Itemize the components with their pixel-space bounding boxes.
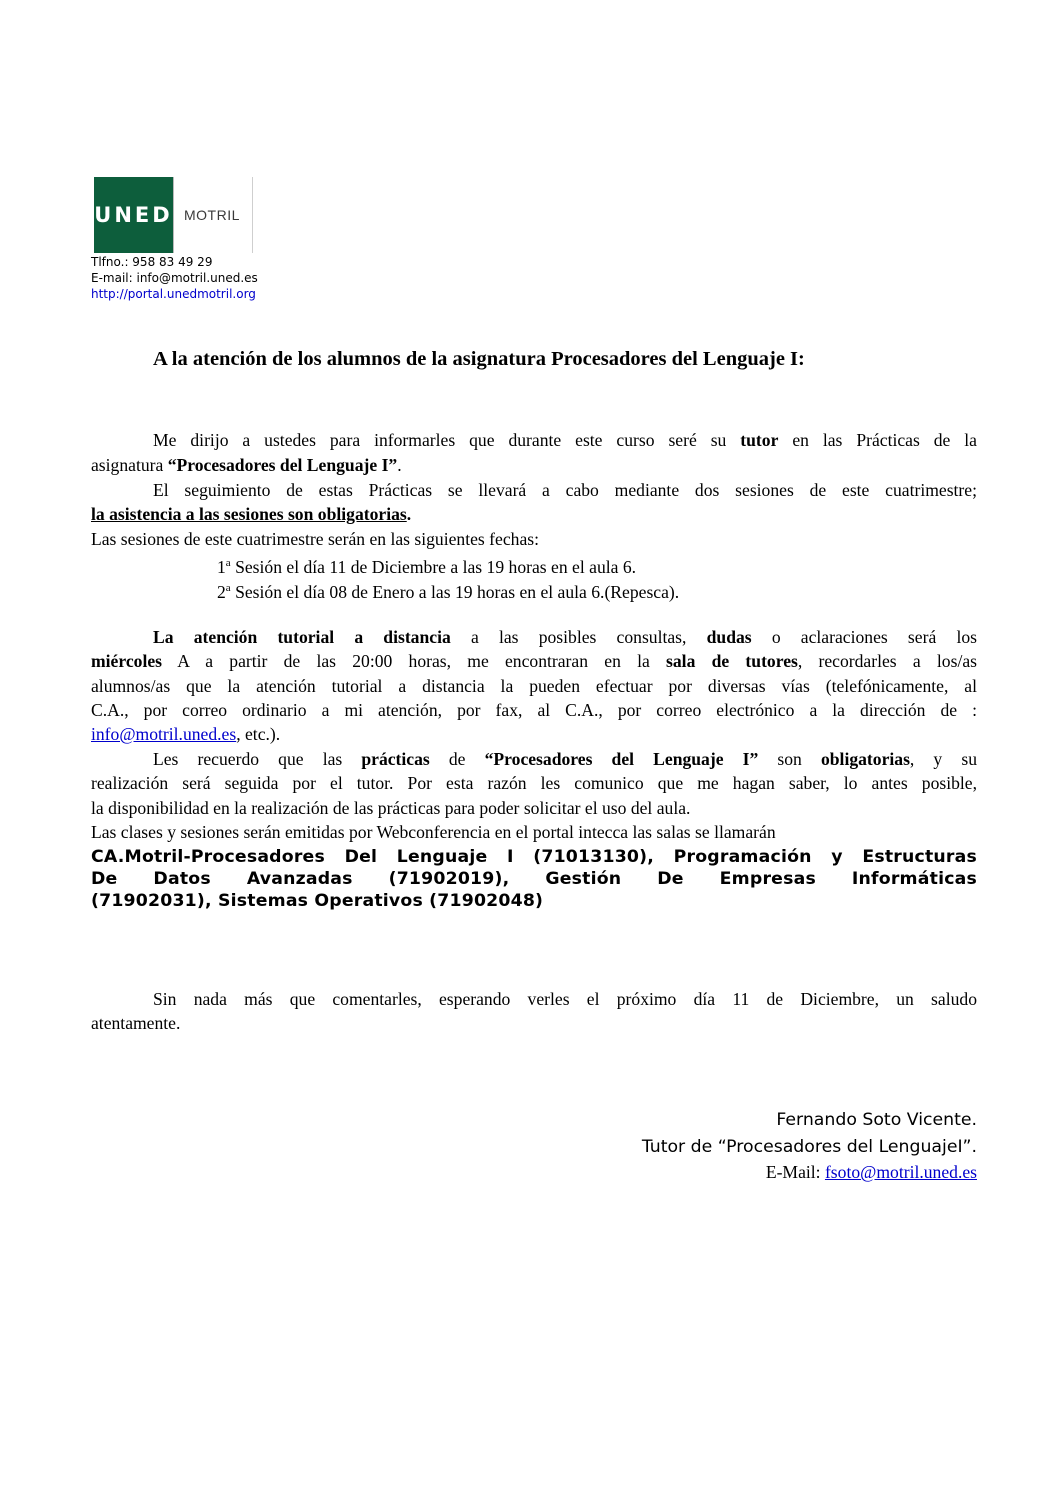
text: de	[429, 749, 485, 769]
bold-text: obligatorias	[820, 749, 910, 769]
text: , etc.).	[236, 724, 281, 744]
logo-green-block	[94, 177, 173, 253]
p3-line2	[91, 650, 977, 672]
text: son	[758, 749, 821, 769]
contact-url[interactable]: http://portal.unedmotril.org	[91, 287, 256, 301]
signature-role: Tutor de “Procesadores del LenguajeI”.	[641, 1137, 977, 1157]
logo-mark: UNED	[94, 203, 173, 227]
p2-line2	[91, 503, 411, 525]
p3-line3: alumnos/as que la atención tutorial a distancia la pueden efectuar por diversas vías (telefónicamente, al	[91, 676, 977, 696]
bold-text: tutor	[740, 430, 779, 450]
text: Me dirijo a ustedes para informarles que durante este curso seré su	[153, 430, 741, 450]
page-title: A la atención de los alumnos de la asignatura Procesadores del Lenguaje I:	[153, 348, 805, 370]
text: .	[406, 504, 412, 524]
text: .	[397, 455, 402, 475]
closing-line2: atentamente.	[91, 1013, 181, 1033]
rooms-line3: (71902031), Sistemas Operativos (71902048)	[91, 891, 544, 911]
rooms-line2: De Datos Avanzadas (71902019), Gestión De Empresas Informáticas	[91, 869, 977, 889]
text: Sesión el día 11 de Diciembre a las 19 horas en el aula 6.	[230, 556, 637, 577]
p4-line1	[153, 748, 977, 770]
bold-text: La atención tutorial a distancia	[153, 627, 451, 647]
p4-line2: realización será seguida por el tutor. Por esta razón les comunico que me hagan saber, lo antes posible,	[91, 773, 977, 793]
text: A a partir de las 20:00 horas, me encontraran en la	[162, 651, 667, 671]
text: 2	[217, 581, 226, 602]
text: Les recuerdo que las	[153, 749, 362, 769]
contact-phone: Tlfno.: 958 83 49 29	[91, 255, 213, 269]
logo-border	[252, 177, 253, 253]
logo-subtitle: MOTRIL	[184, 207, 240, 223]
p3-line1	[153, 626, 977, 648]
text: , recordarles a los/as	[797, 651, 977, 671]
sessions-intro: Las sesiones de este cuatrimestre serán en las siguientes fechas:	[91, 529, 539, 549]
text: o aclaraciones será los	[751, 627, 977, 647]
bold-text: prácticas	[361, 749, 430, 769]
p2-line1: El seguimiento de estas Prácticas se llevará a cabo mediante dos sesiones de este cuatrimestre;	[153, 480, 977, 500]
text: a las posibles consultas,	[450, 627, 707, 647]
p4-line4: Las clases y sesiones serán emitidas por Webconferencia en el portal intecca las salas se llamarán	[91, 822, 776, 842]
bold-text: sala de tutores	[666, 651, 798, 671]
bold-text: “Procesadores del Lenguaje I”	[484, 749, 759, 769]
text: 1	[217, 556, 226, 577]
text: E-Mail:	[765, 1162, 825, 1182]
session-2	[217, 577, 679, 603]
tutor-email-link[interactable]: fsoto@motril.uned.es	[824, 1162, 977, 1182]
signature-name: Fernando Soto Vicente.	[776, 1110, 977, 1130]
p1-line1	[153, 429, 977, 451]
contact-email: E-mail: info@motril.uned.es	[91, 271, 258, 285]
text: en las Prácticas de la	[778, 430, 977, 450]
p1-line2	[91, 454, 402, 476]
p4-line3: la disponibilidad en la realización de las prácticas para poder solicitar el uso del aula.	[91, 798, 691, 818]
text: Sesión el día 08 de Enero a las 19 horas en el aula 6.(Repesca).	[230, 581, 680, 602]
closing-line1: Sin nada más que comentarles, esperando verles el próximo día 11 de Diciembre, un saludo	[153, 989, 977, 1009]
p3-line4: C.A., por correo ordinario a mi atención, por fax, al C.A., por correo electrónico a la dirección de :	[91, 700, 977, 720]
session-1	[217, 552, 636, 578]
bold-text: miércoles	[91, 651, 162, 671]
text: a	[225, 582, 231, 594]
logo-divider	[173, 177, 174, 253]
text: , y su	[909, 749, 977, 769]
p3-line5	[91, 723, 280, 745]
bold-text: “Procesadores del Lenguaje I”	[167, 455, 398, 475]
info-email-link[interactable]: info@motril.uned.es	[91, 724, 237, 744]
text: a	[225, 557, 231, 569]
obligatory-notice: la asistencia a las sesiones son obligatorias	[91, 504, 407, 524]
rooms-line1: CA.Motril-Procesadores Del Lenguaje I (71013130), Programación y Estructuras	[91, 847, 977, 867]
bold-text: dudas	[706, 627, 752, 647]
signature-email	[766, 1161, 977, 1183]
text: asignatura	[91, 455, 168, 475]
